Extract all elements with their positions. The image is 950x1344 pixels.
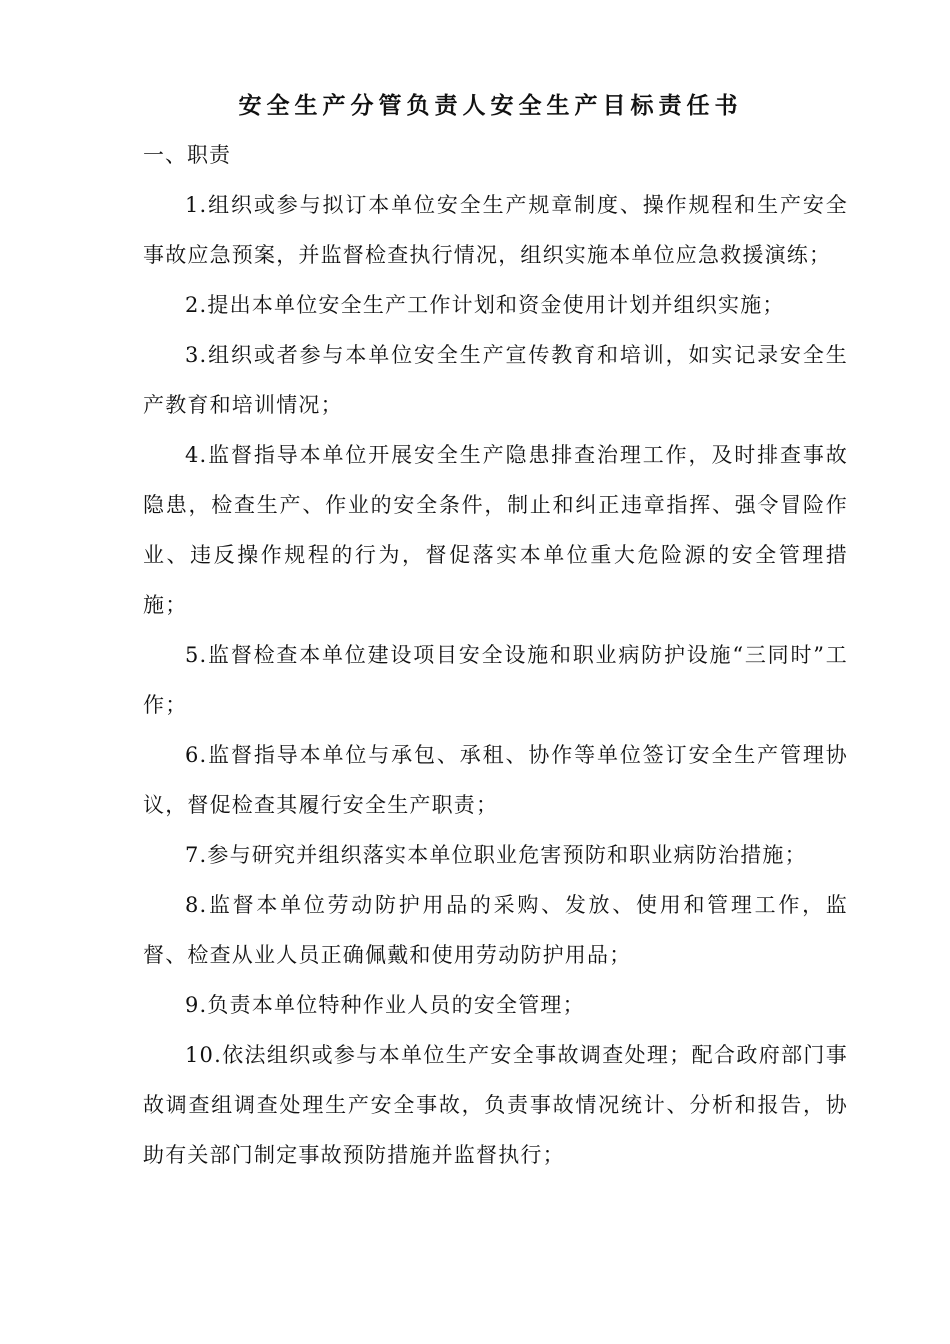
document-title: 安全生产分管负责人安全生产目标责任书 [238,92,743,119]
clause-8: 8.监督本单位劳动防护用品的采购、发放、使用和管理工作，监督、检查从业人员正确佩戴和使用劳动防护用品； [143,893,848,967]
section-heading: 一、职责 [143,143,231,167]
clause-3: 3.组织或者参与本单位安全生产宣传教育和培训，如实记录安全生产教育和培训情况； [143,343,848,417]
clause-1: 1.组织或参与拟订本单位安全生产规章制度、操作规程和生产安全事故应急预案，并监督检查执行情况，组织实施本单位应急救援演练； [143,193,848,267]
clause-5: 5.监督检查本单位建设项目安全设施和职业病防护设施“三同时”工作； [143,643,848,717]
clause-list [143,180,848,1180]
clause-2: 2.提出本单位安全生产工作计划和资金使用计划并组织实施； [185,293,785,317]
clause-6: 6.监督指导本单位与承包、承租、协作等单位签订安全生产管理协议，督促检查其履行安全生产职责； [143,743,848,817]
clause-10: 10.依法组织或参与本单位生产安全事故调查处理；配合政府部门事故调查组调查处理生产安全事故，负责事故情况统计、分析和报告，协助有关部门制定事故预防措施并监督执行； [143,1043,848,1167]
clause-7: 7.参与研究并组织落实本单位职业危害预防和职业病防治措施； [185,843,807,867]
clause-9: 9.负责本单位特种作业人员的安全管理； [185,993,585,1017]
clause-4: 4.监督指导本单位开展安全生产隐患排查治理工作，及时排查事故隐患，检查生产、作业的安全条件，制止和纠正违章指挥、强令冒险作业、违反操作规程的行为，督促落实本单位重大危险源的安全管理措施； [143,443,848,617]
